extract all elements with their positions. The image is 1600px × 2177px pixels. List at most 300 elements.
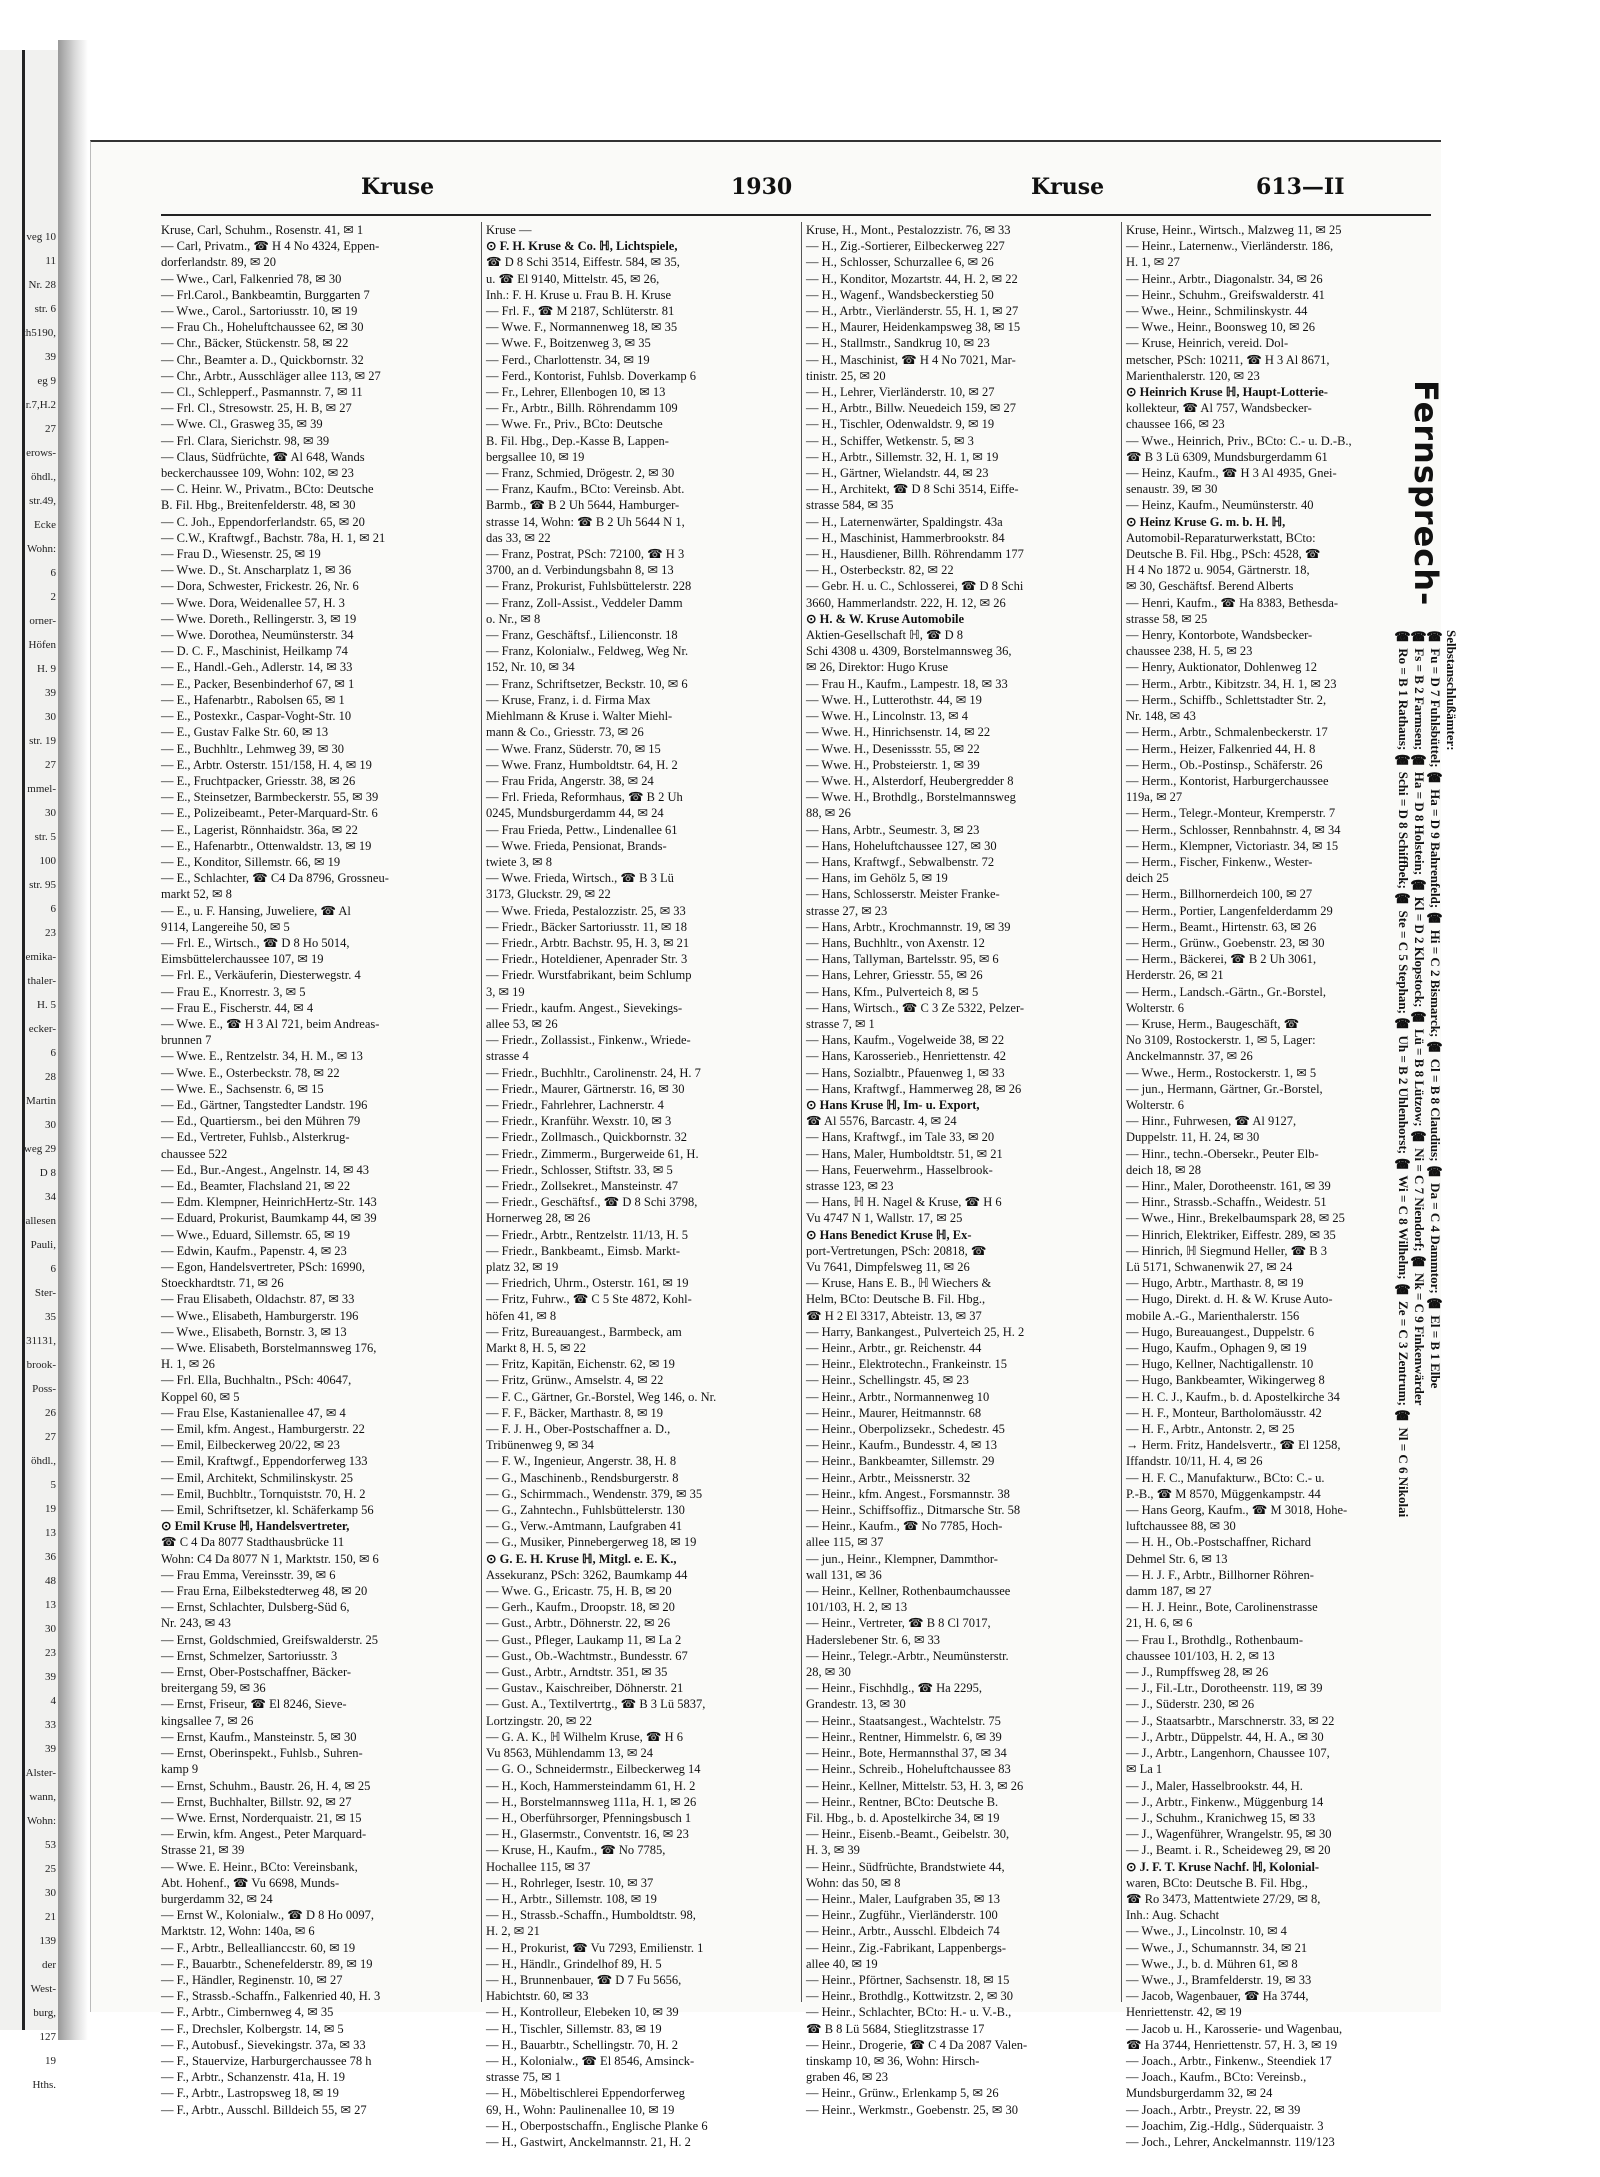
left-page-fragment-text: 139 bbox=[39, 1935, 56, 1947]
directory-entry: breitergang 59, ✉ 36 bbox=[161, 1681, 266, 1696]
directory-entry: — H. F., Arbtr., Antonstr. 2, ✉ 25 bbox=[1126, 1422, 1295, 1437]
directory-entry: — Wwe., J., Schumannstr. 34, ✉ 21 bbox=[1126, 1940, 1308, 1955]
directory-entry: — H., Oberführsorger, Pfenningsbusch 1 bbox=[486, 1810, 692, 1825]
directory-entry: — Kruse, H., Kaufm., ☎ No 7785, bbox=[486, 1843, 666, 1858]
directory-entry: — Hans, Tallyman, Bartelsstr. 95, ✉ 6 bbox=[806, 952, 999, 967]
left-page-fragment-text: 27 bbox=[45, 423, 56, 435]
directory-entry: Iffandstr. 10/11, H. 4, ✉ 26 bbox=[1126, 1454, 1263, 1469]
directory-entry: — E., Gustav Falke Str. 60, ✉ 13 bbox=[161, 725, 329, 740]
directory-entry: — Fritz, Grünw., Amselstr. 4, ✉ 22 bbox=[486, 1373, 664, 1388]
book-gutter bbox=[58, 40, 88, 2040]
directory-entry: — Franz, Schmied, Drögestr. 2, ✉ 30 bbox=[486, 466, 675, 481]
left-page-fragment-text: 6 bbox=[50, 567, 56, 579]
directory-entry: — H., Gärtner, Wielandstr. 44, ✉ 23 bbox=[806, 466, 989, 481]
directory-entry: — Hans, Kaufm., Vogelweide 38, ✉ 22 bbox=[806, 1033, 1005, 1048]
directory-entry: ⊙ Hans Kruse ℍ, Im- u. Export, bbox=[806, 1097, 980, 1112]
directory-entry: — Frau Elisabeth, Oldachstr. 87, ✉ 33 bbox=[161, 1292, 355, 1307]
directory-entry: strasse 58, ✉ 25 bbox=[1126, 611, 1208, 626]
directory-entry: Kruse, Heinr., Wirtsch., Malzweg 11, ✉ 25 bbox=[1126, 223, 1342, 237]
directory-entry: — Wwe. E., Sachsenstr. 6, ✉ 15 bbox=[161, 1081, 324, 1096]
left-page-fragment-text: burg, bbox=[33, 2007, 56, 2019]
left-page-fragment-text: Pauli, bbox=[30, 1239, 56, 1251]
left-page-fragment-text: orner- bbox=[29, 615, 56, 627]
directory-entry: — Hinr., Maler, Dorotheenstr. 161, ✉ 39 bbox=[1126, 1178, 1331, 1193]
directory-entry: — Friedr., Zimmerm., Burgerweide 61, H. bbox=[486, 1146, 699, 1161]
directory-entry: ☎ Al 5576, Barcastr. 4, ✉ 24 bbox=[806, 1114, 957, 1129]
directory-entry: ☎ Ha 3744, Henriettenstr. 57, H. 3, ✉ 19 bbox=[1126, 2037, 1338, 2052]
directory-entry: — Ernst, Ober-Postschaffner, Bäcker- bbox=[161, 1665, 352, 1680]
directory-entry: — G. O., Schneidermstr., Eilbeckerweg 14 bbox=[486, 1762, 701, 1777]
directory-entry: — Hugo, Direkt. d. H. & W. Kruse Auto- bbox=[1126, 1292, 1333, 1307]
directory-entry: — H., Maschinist, Hammerbrookstr. 84 bbox=[806, 530, 1005, 545]
directory-entry: — Jacob, Wagenbauer, ☎ Ha 3744, bbox=[1126, 1989, 1309, 2004]
directory-entry: dorferlandstr. 89, ✉ 20 bbox=[161, 255, 276, 270]
directory-entry: — Herm., Bäckerei, ☎ B 2 Uh 3061, bbox=[1126, 952, 1317, 967]
directory-entry: — Wwe. Frieda, Pestalozzistr. 25, ✉ 33 bbox=[486, 903, 686, 918]
directory-entry: — Emil, Kraftwgf., Eppendorferweg 133 bbox=[161, 1454, 368, 1469]
directory-entry: B. Fil. Hbg., Dep.-Kasse B, Lappen- bbox=[486, 433, 669, 448]
directory-entry: — Heinr., Schlachter, BCto: H.- u. V.-B., bbox=[806, 2005, 1012, 2020]
directory-entry: H. 2, ✉ 21 bbox=[486, 1924, 540, 1939]
directory-entry: — Joach., Arbtr., Finkenw., Steendiek 17 bbox=[1126, 2053, 1332, 2068]
directory-entry: — Dora, Schwester, Frickestr. 26, Nr. 6 bbox=[161, 579, 359, 594]
directory-entry: — Emil, Architekt, Schmilinskystr. 25 bbox=[161, 1470, 354, 1485]
directory-entry: Stoeckhardtstr. 71, ✉ 26 bbox=[161, 1276, 284, 1291]
directory-entry: allee 40, ✉ 19 bbox=[806, 1956, 878, 1971]
left-page-fragment-text: brook- bbox=[26, 1359, 56, 1371]
left-page-fragment-text: str. 6 bbox=[34, 303, 56, 315]
directory-entry: — H., Strassb.-Schaffn., Humboldtstr. 98, bbox=[486, 1908, 696, 1923]
sidebar-item: ☎ Fs = B 2 Farmsen; ☎ Ha = D 8 Holstein; ☎ Kl = D 2 Klopstock; ☎ Lü = B 8 Lützow; ☎ Ni = C 7 Niendorf; ☎ Nk = C 9 Finkenwärder bbox=[1412, 630, 1427, 1406]
directory-entry: — Heinr., Schuhm., Greifswalderstr. 41 bbox=[1126, 287, 1325, 302]
directory-entry: höfen 41, ✉ 8 bbox=[486, 1308, 557, 1323]
directory-entry: Markt 8, H. 5, ✉ 22 bbox=[486, 1341, 587, 1356]
directory-entry: chaussee 101/103, H. 2, ✉ 13 bbox=[1126, 1648, 1275, 1663]
directory-entry: allee 53, ✉ 26 bbox=[486, 1016, 558, 1031]
directory-entry: — Frau E., Fischerstr. 44, ✉ 4 bbox=[161, 1000, 314, 1015]
directory-entry: — Gust. A., Textilvertrtg., ☎ B 3 Lü 5837, bbox=[486, 1697, 706, 1712]
directory-entry: — Fr., Arbtr., Billh. Röhrendamm 109 bbox=[486, 401, 678, 416]
directory-entry: — Heinr., Pförtner, Sachsenstr. 18, ✉ 15 bbox=[806, 1972, 1010, 1987]
directory-entry: B. Fil. Hbg., Breitenfelderstr. 48, ✉ 30 bbox=[161, 498, 356, 513]
left-page-fragment-text: öhdl., bbox=[30, 471, 56, 483]
directory-entry: 3660, Hammerlandstr. 222, H. 12, ✉ 26 bbox=[806, 595, 1006, 610]
directory-entry: Lortzingstr. 20, ✉ 22 bbox=[486, 1713, 592, 1728]
directory-entry: 88, ✉ 26 bbox=[806, 806, 851, 821]
directory-entry: — H. C. J., Kaufm., b. d. Apostelkirche 34 bbox=[1126, 1389, 1340, 1404]
left-page-fragment-text: 33 bbox=[45, 1719, 56, 1731]
directory-entry: — E., Hafenarbtr., Ottenwaldstr. 13, ✉ 19 bbox=[161, 838, 372, 853]
directory-entry: Duppelstr. 11, H. 24, ✉ 30 bbox=[1126, 1130, 1260, 1145]
directory-entry: — H., Glasermstr., Conventstr. 16, ✉ 23 bbox=[486, 1827, 689, 1842]
directory-entry: — Franz, Schriftsetzer, Beckstr. 10, ✉ 6 bbox=[486, 676, 688, 691]
sidebar-list bbox=[1395, 630, 1459, 1517]
left-page-fragment-text: 30 bbox=[45, 1119, 56, 1131]
directory-entry: — Hinr., Strassb.-Schaffn., Weidestr. 51 bbox=[1126, 1195, 1327, 1210]
left-page-fragment-text: 39 bbox=[45, 1743, 56, 1755]
directory-entry: — H., Zig.-Sortierer, Eilbeckerweg 227 bbox=[806, 239, 1005, 254]
directory-entry: — H., Maschinist, ☎ H 4 No 7021, Mar- bbox=[806, 352, 1016, 367]
directory-entry: metscher, PSch: 10211, ☎ H 3 Al 8671, bbox=[1126, 352, 1330, 367]
directory-entry: — Wwe. Frieda, Pensionat, Brands- bbox=[486, 838, 667, 853]
directory-entry: — Friedrich, Uhrm., Osterstr. 161, ✉ 19 bbox=[486, 1276, 689, 1291]
sidebar-subtitle: Selbstanschlußämter: bbox=[1444, 630, 1459, 751]
directory-entry: — Friedr., Bankbeamt., Eimsb. Markt- bbox=[486, 1243, 681, 1258]
directory-entry: — Heinr., Südfrüchte, Brandstwiete 44, bbox=[806, 1859, 1005, 1874]
directory-entry: — Frau Erna, Eilbekstedterweg 48, ✉ 20 bbox=[161, 1584, 368, 1599]
left-page-fragment-text: 39 bbox=[45, 1671, 56, 1683]
directory-entry: — H., Arbtr., Billw. Neuedeich 159, ✉ 27 bbox=[806, 401, 1016, 416]
left-page-fragment-text: str. 95 bbox=[29, 879, 56, 891]
directory-entry: — Wwe., Heinr., Schmilinskystr. 44 bbox=[1126, 304, 1308, 319]
left-page-fragment-text: veg 10 bbox=[26, 231, 56, 243]
directory-entry: 119a, ✉ 27 bbox=[1126, 790, 1183, 805]
directory-entry: — H., Tischler, Odenwaldstr. 9, ✉ 19 bbox=[806, 417, 995, 432]
directory-entry: — H., Stallmstr., Sandkrug 10, ✉ 23 bbox=[806, 336, 990, 351]
directory-entry: — G. A. K., ℍ Wilhelm Kruse, ☎ H 6 bbox=[486, 1729, 683, 1744]
left-page-fragment-text: 30 bbox=[45, 1623, 56, 1635]
directory-entry: — Ed., Gärtner, Tangstedter Landstr. 196 bbox=[161, 1097, 368, 1112]
left-page-fragment-text: 27 bbox=[45, 759, 56, 771]
directory-entry: Strasse 21, ✉ 39 bbox=[161, 1843, 245, 1858]
left-page-fragment-text: 25 bbox=[45, 1863, 56, 1875]
left-page-fragment-text: Wohn: bbox=[26, 1815, 56, 1827]
directory-entry: — Frl. Frieda, Reformhaus, ☎ B 2 Uh bbox=[486, 790, 683, 805]
directory-entry: — H., Konditor, Mozartstr. 44, H. 2, ✉ 22 bbox=[806, 271, 1018, 286]
directory-entry: — Heinr., Werkmstr., Goebenstr. 25, ✉ 30 bbox=[806, 2102, 1018, 2117]
directory-entry: Vu 8563, Mühlendamm 13, ✉ 24 bbox=[486, 1746, 654, 1761]
directory-entry: — Hans, im Gehölz 5, ✉ 19 bbox=[806, 871, 948, 886]
directory-entry: — Herm., Ob.-Postinsp., Schäferstr. 26 bbox=[1126, 757, 1323, 772]
directory-entry: — J., Maler, Hasselbrookstr. 44, H. bbox=[1126, 1778, 1303, 1793]
directory-entry: — Wwe. F., Normannenweg 18, ✉ 35 bbox=[486, 320, 678, 335]
directory-entry: — D. C. F., Maschinist, Heilkamp 74 bbox=[161, 644, 348, 659]
left-page-fragment-text: 21 bbox=[45, 1911, 56, 1923]
directory-entry: ⊙ F. H. Kruse & Co. ℍ, Lichtspiele, bbox=[486, 239, 678, 254]
directory-entry: — Fr., Lehrer, Ellenbogen 10, ✉ 13 bbox=[486, 385, 666, 400]
left-page-fragment-text: 11 bbox=[45, 255, 56, 267]
directory-entry: — F., Drechsler, Kolbergstr. 14, ✉ 5 bbox=[161, 2021, 344, 2036]
column-1 bbox=[161, 222, 473, 2117]
directory-entry: — jun., Hermann, Gärtner, Gr.-Borstel, bbox=[1126, 1081, 1323, 1096]
directory-entry: — Harry, Bankangest., Pulverteich 25, H. 2 bbox=[806, 1324, 1025, 1339]
directory-entry: — H., Maurer, Heidenkampsweg 38, ✉ 15 bbox=[806, 320, 1021, 335]
directory-entry: — E., Schlachter, ☎ C4 Da 8796, Grossneu- bbox=[161, 871, 389, 886]
directory-entry: — Herm., Portier, Langenfelderdamm 29 bbox=[1126, 903, 1333, 918]
directory-entry: No 3109, Rostockerstr. 1, ✉ 5, Lager: bbox=[1126, 1033, 1316, 1048]
directory-entry: ⊙ Heinrich Kruse ℍ, Haupt-Lotterie- bbox=[1126, 385, 1328, 400]
directory-entry: twiete 3, ✉ 8 bbox=[486, 854, 553, 869]
directory-entry: — Hans, Kraftwgf., Sebwalbenstr. 72 bbox=[806, 854, 995, 869]
directory-entry: — Ernst, Friseur, ☎ El 8246, Sieve- bbox=[161, 1697, 347, 1712]
directory-entry: — Chr., Arbtr., Ausschläger allee 113, ✉ 27 bbox=[161, 368, 381, 383]
directory-entry: — Ernst W., Kolonialw., ☎ D 8 Ho 0097, bbox=[161, 1908, 375, 1923]
directory-entry: — F., Arbtr., Lastropsweg 18, ✉ 19 bbox=[161, 2086, 339, 2101]
directory-entry: ☎ Ro 3473, Mattentwiete 27/29, ✉ 8, bbox=[1126, 1891, 1321, 1906]
directory-entry: kingsallee 7, ✉ 26 bbox=[161, 1713, 254, 1728]
page-header bbox=[91, 170, 1431, 210]
directory-entry: chaussee 238, H. 5, ✉ 23 bbox=[1126, 644, 1253, 659]
columns bbox=[161, 222, 1451, 2149]
directory-entry: — Frau Frieda, Pettw., Lindenallee 61 bbox=[486, 822, 678, 837]
directory-entry: — Fritz, Bureauangest., Barmbeck, am bbox=[486, 1324, 682, 1339]
directory-entry: — Hans, ℍ H. Nagel & Kruse, ☎ H 6 bbox=[806, 1195, 1002, 1210]
directory-entry: Tribünenweg 9, ✉ 34 bbox=[486, 1438, 594, 1453]
directory-entry: 3700, an d. Verbindungsbahn 8, ✉ 13 bbox=[486, 563, 674, 578]
directory-entry: strasse 123, ✉ 23 bbox=[806, 1178, 894, 1193]
directory-entry: — Heinr., Fischhdlg., ☎ Ha 2295, bbox=[806, 1681, 982, 1696]
directory-entry: luftchaussee 88, ✉ 30 bbox=[1126, 1519, 1236, 1534]
left-page-fragment-text: 34 bbox=[45, 1191, 56, 1203]
directory-entry: bergsallee 10, ✉ 19 bbox=[486, 449, 585, 464]
directory-entry: — Wwe., Eduard, Sillemstr. 65, ✉ 19 bbox=[161, 1227, 351, 1242]
left-page-fragment-text: 30 bbox=[45, 807, 56, 819]
directory-entry: — Friedr., Arbtr., Rentzelstr. 11/13, H. 5 bbox=[486, 1227, 688, 1242]
directory-entry: 9114, Langereihe 50, ✉ 5 bbox=[161, 919, 290, 934]
directory-entry: — H., Prokurist, ☎ Vu 7293, Emilienstr. 1 bbox=[486, 1940, 704, 1955]
directory-entry: ⊙ J. F. T. Kruse Nachf. ℍ, Kolonial- bbox=[1126, 1859, 1320, 1874]
directory-entry: — Herm., Landsch.-Gärtn., Gr.-Borstel, bbox=[1126, 984, 1326, 999]
left-page-fragment-text: Martin bbox=[26, 1095, 56, 1107]
left-page-fragment-text: 5 bbox=[50, 1479, 56, 1491]
left-page-fragment-text: 30 bbox=[45, 1887, 56, 1899]
directory-entry: deich 18, ✉ 28 bbox=[1126, 1162, 1202, 1177]
directory-entry: ☎ H 2 El 3317, Abteistr. 13, ✉ 37 bbox=[806, 1308, 982, 1323]
directory-entry: ✉ La 1 bbox=[1126, 1762, 1163, 1777]
directory-entry: — Wwe., Carol., Sartoriusstr. 10, ✉ 19 bbox=[161, 304, 358, 319]
left-page-fragment-text: erows- bbox=[26, 447, 56, 459]
left-page-fragment-text: öhdl., bbox=[30, 1455, 56, 1467]
directory-entry: Grandestr. 13, ✉ 30 bbox=[806, 1697, 906, 1712]
left-page-fragment-text: 30 bbox=[45, 711, 56, 723]
directory-entry: — Claus, Südfrüchte, ☎ Al 648, Wands bbox=[161, 449, 365, 464]
left-page-fragment-text: D 8 bbox=[39, 1167, 56, 1179]
directory-entry: — H., Wagenf., Wandsbeckerstieg 50 bbox=[806, 287, 994, 302]
left-page-fragment-text: 53 bbox=[45, 1839, 56, 1851]
directory-entry: — Heinr., Laternenw., Vierländerstr. 186, bbox=[1126, 239, 1334, 254]
left-page-fragment-text: Nr. 28 bbox=[28, 279, 56, 291]
directory-entry: ✉ 30, Geschäftsf. Berend Alberts bbox=[1126, 579, 1294, 594]
exchange-sidebar bbox=[1385, 380, 1459, 1780]
directory-entry: — Frl. Ella, Buchhaltn., PSch: 40647, bbox=[161, 1373, 352, 1388]
directory-entry: — Heinr., Kaufm., ☎ No 7785, Hoch- bbox=[806, 1519, 1003, 1534]
directory-entry: — Friedr., kaufm. Angest., Sievekings- bbox=[486, 1000, 683, 1015]
left-page-fragment-text: Alster- bbox=[25, 1767, 56, 1779]
directory-entry: — E., Steinsetzer, Barmbeckerstr. 55, ✉ 39 bbox=[161, 790, 379, 805]
directory-entry: — Gerh., Kaufm., Droopstr. 18, ✉ 20 bbox=[486, 1600, 675, 1615]
directory-entry: — Heinr., Schellingstr. 45, ✉ 23 bbox=[806, 1373, 969, 1388]
directory-entry: — F., Arbtr., Cimbernweg 4, ✉ 35 bbox=[161, 2005, 334, 2020]
directory-entry: H. 1, ✉ 26 bbox=[161, 1357, 215, 1372]
directory-entry: — Heinr., Arbtr., gr. Reichenstr. 44 bbox=[806, 1341, 982, 1356]
directory-entry: — Friedr., Kranführ. Wexstr. 10, ✉ 3 bbox=[486, 1114, 672, 1129]
left-page-fragment-text: 31131, bbox=[26, 1335, 56, 1347]
directory-entry: burgerdamm 32, ✉ 24 bbox=[161, 1891, 273, 1906]
directory-entry: mobile A.-G., Marienthalerstr. 156 bbox=[1126, 1308, 1300, 1323]
left-page-fragment-text: 36 bbox=[45, 1551, 56, 1563]
directory-entry: — Herm., Klempner, Victoriastr. 34, ✉ 15 bbox=[1126, 838, 1339, 853]
directory-entry: — H., Architekt, ☎ D 8 Schi 3514, Eiffe- bbox=[806, 482, 1019, 497]
directory-entry: — J., Fil.-Ltr., Dorotheenstr. 119, ✉ 39 bbox=[1126, 1681, 1323, 1696]
directory-entry: — Hans, Feuerwehrm., Hasselbrook- bbox=[806, 1162, 993, 1177]
directory-entry: — Wwe. D., St. Anscharplatz 1, ✉ 36 bbox=[161, 563, 352, 578]
directory-entry: — J., Arbtr., Finkenw., Müggenburg 14 bbox=[1126, 1794, 1324, 1809]
directory-entry: — Gustav., Kaischreiber, Döhnerstr. 21 bbox=[486, 1681, 684, 1696]
sidebar-title bbox=[1385, 380, 1445, 620]
left-page-fragment-text: der bbox=[41, 1959, 56, 1971]
directory-entry: — Frau Frida, Angerstr. 38, ✉ 24 bbox=[486, 773, 654, 788]
directory-entry: Anckelmannstr. 37, ✉ 26 bbox=[1126, 1049, 1253, 1064]
directory-entry: — Frau Ch., Hoheluftchaussee 62, ✉ 30 bbox=[161, 320, 364, 335]
directory-entry: — Hugo, Kellner, Nachtigallenstr. 10 bbox=[1126, 1357, 1314, 1372]
directory-entry: — Franz, Postrat, PSch: 72100, ☎ H 3 bbox=[486, 547, 685, 562]
directory-entry: ☎ B 8 Lü 5684, Stieglitzstrasse 17 bbox=[806, 2021, 985, 2036]
directory-entry: — Hans, Arbtr., Seumestr. 3, ✉ 23 bbox=[806, 822, 980, 837]
directory-entry: — Friedr. Wurstfabrikant, beim Schlump bbox=[486, 968, 692, 983]
directory-entry: chaussee 166, ✉ 23 bbox=[1126, 417, 1225, 432]
directory-entry: — Wwe. Dorothea, Neumünsterstr. 34 bbox=[161, 628, 354, 643]
directory-entry: Barmb., ☎ B 2 Uh 5644, Hamburger- bbox=[486, 498, 680, 513]
directory-entry: — Hugo, Arbtr., Marthastr. 8, ✉ 19 bbox=[1126, 1276, 1304, 1291]
directory-entry: — Hans, Kfm., Pulverteich 8, ✉ 5 bbox=[806, 984, 979, 999]
directory-entry: senaustr. 39, ✉ 30 bbox=[1126, 482, 1218, 497]
left-page-fragment-text: str. 5 bbox=[34, 831, 56, 843]
directory-entry: Inh.: F. H. Kruse u. Frau B. H. Kruse bbox=[486, 287, 672, 302]
directory-entry: — J., Süderstr. 230, ✉ 26 bbox=[1126, 1697, 1255, 1712]
left-page-fragment-text: th5190, bbox=[22, 327, 56, 339]
directory-entry: — Heinr., Vertreter, ☎ B 8 Cl 7017, bbox=[806, 1616, 991, 1631]
directory-entry: mann & Co., Griesstr. 73, ✉ 26 bbox=[486, 725, 644, 740]
left-page-fragment-text: ecker- bbox=[28, 1023, 56, 1035]
directory-entry: Inh.: Aug. Schacht bbox=[1126, 1908, 1220, 1923]
directory-entry: — Frau Emma, Vereinsstr. 39, ✉ 6 bbox=[161, 1567, 336, 1582]
directory-entry: — jun., Heinr., Klempner, Dammthor- bbox=[806, 1551, 998, 1566]
left-page-fragment-text: 2 bbox=[50, 591, 56, 603]
directory-entry: — Heinr., Drogerie, ☎ C 4 Da 2087 Valen- bbox=[806, 2037, 1028, 2052]
left-page-fragment-text: 13 bbox=[45, 1527, 56, 1539]
directory-entry: Herderstr. 26, ✉ 21 bbox=[1126, 968, 1224, 983]
directory-entry: — Herm., Schiffb., Schlettstadter Str. 2, bbox=[1126, 692, 1327, 707]
left-page-fragment-text: H. 9 bbox=[37, 663, 56, 675]
directory-entry: — Heinr., Brothdlg., Kottwitzstr. 2, ✉ 30 bbox=[806, 1989, 1013, 2004]
directory-entry: — H., Gastwirt, Anckelmannstr. 21, H. 2 bbox=[486, 2134, 691, 2149]
directory-entry: — H. J. F., Arbtr., Billhorner Röhren- bbox=[1126, 1567, 1314, 1582]
directory-entry: — Wwe. Franz, Süderstr. 70, ✉ 15 bbox=[486, 741, 661, 756]
left-page-fragment-text: 28 bbox=[45, 1071, 56, 1083]
directory-entry: — Gust., Pfleger, Laukamp 11, ✉ La 2 bbox=[486, 1632, 682, 1647]
directory-entry: 28, ✉ 30 bbox=[806, 1665, 851, 1680]
directory-entry: — G., Verw.-Amtmann, Laufgraben 41 bbox=[486, 1519, 683, 1534]
directory-entry: ⊙ Heinz Kruse G. m. b. H. ℍ, bbox=[1126, 514, 1286, 529]
directory-entry: 152, Nr. 10, ✉ 34 bbox=[486, 660, 575, 675]
directory-entry: — Hans, Karosserieb., Henriettenstr. 42 bbox=[806, 1049, 1006, 1064]
directory-entry: — Ed., Bur.-Angest., Angelnstr. 14, ✉ 43 bbox=[161, 1162, 370, 1177]
directory-entry: — E., Handl.-Geh., Adlerstr. 14, ✉ 33 bbox=[161, 660, 353, 675]
directory-entry: — H. F. C., Manufakturw., BCto: C.- u. bbox=[1126, 1470, 1325, 1485]
header-year: 1930 bbox=[731, 174, 793, 200]
left-page-fragment-text: H. 5 bbox=[37, 999, 56, 1011]
directory-entry: — Wwe. H., Probsteierstr. 1, ✉ 39 bbox=[806, 757, 980, 772]
directory-entry: — Hans, Schlosserstr. Meister Franke- bbox=[806, 887, 1000, 902]
directory-entry: — H., Möbeltischlerei Eppendorferweg bbox=[486, 2086, 685, 2101]
directory-entry: — Ernst, Schlachter, Dulsberg-Süd 6, bbox=[161, 1600, 350, 1615]
directory-entry: platz 32, ✉ 19 bbox=[486, 1260, 559, 1274]
directory-entry: — Hugo, Bureauangest., Duppelstr. 6 bbox=[1126, 1324, 1315, 1339]
directory-entry: — F. J. H., Ober-Postschaffner a. D., bbox=[486, 1422, 671, 1437]
directory-entry: — Wwe. G., Ericastr. 75, H. B, ✉ 20 bbox=[486, 1584, 672, 1599]
directory-entry: Kruse, Carl, Schuhm., Rosenstr. 41, ✉ 1 bbox=[161, 223, 364, 237]
directory-entry: — Wwe., Carl, Falkenried 78, ✉ 30 bbox=[161, 271, 342, 286]
directory-entry: — H., Kolonialw., ☎ El 8546, Amsinck- bbox=[486, 2053, 695, 2068]
directory-entry: — Frau I., Brothdlg., Rothenbaum- bbox=[1126, 1632, 1304, 1647]
directory-entry: — Wwe. H., Lutterothstr. 44, ✉ 19 bbox=[806, 692, 982, 707]
directory-entry: Wolterstr. 6 bbox=[1126, 1097, 1185, 1112]
directory-entry: — Heinr., Schiffsoffiz., Ditmarsche Str. 58 bbox=[806, 1503, 1021, 1518]
directory-entry: Henriettenstr. 42, ✉ 19 bbox=[1126, 2005, 1242, 2020]
directory-entry: — J., Arbtr., Düppelstr. 44, H. A., ✉ 30 bbox=[1126, 1729, 1324, 1744]
directory-entry: — Wwe., Elisabeth, Hamburgerstr. 196 bbox=[161, 1308, 359, 1323]
directory-entry: — Heinr., Arbtr., Diagonalstr. 34, ✉ 26 bbox=[1126, 271, 1323, 286]
page-number: 613—II bbox=[1256, 174, 1345, 200]
directory-entry: — J., Rumpffsweg 28, ✉ 26 bbox=[1126, 1665, 1269, 1680]
directory-entry: — Hinr., Fuhrwesen, ☎ Al 9127, bbox=[1126, 1114, 1297, 1129]
directory-entry: — Gust., Ob.-Wachtmstr., Bundesstr. 67 bbox=[486, 1648, 688, 1663]
directory-entry: Nr. 148, ✉ 43 bbox=[1126, 709, 1196, 724]
left-page-fragment-text: 23 bbox=[45, 1647, 56, 1659]
directory-entry: — H., Oberpostschaffn., Englische Planke 6 bbox=[486, 2118, 708, 2133]
directory-entry: — Heinr., Oberpolizsekr., Schedestr. 45 bbox=[806, 1422, 1005, 1437]
directory-entry: — Joachim, Zig.-Hdlg., Süderquaistr. 3 bbox=[1126, 2118, 1324, 2133]
directory-entry: — F. W., Ingenieur, Angerstr. 38, H. 8 bbox=[486, 1454, 677, 1469]
directory-entry: — Heinr., Elektrotechn., Frankeinstr. 15 bbox=[806, 1357, 1008, 1372]
directory-entry: Vu 4747 N 1, Wallstr. 17, ✉ 25 bbox=[806, 1211, 963, 1226]
directory-entry: — Henri, Kaufm., ☎ Ha 8383, Bethesda- bbox=[1126, 595, 1339, 610]
directory-entry: — Joach., Kaufm., BCto: Vereinsb., bbox=[1126, 2070, 1307, 2085]
directory-entry: — Hans, Wirtsch., ☎ C 3 Ze 5322, Pelzer- bbox=[806, 1000, 1025, 1015]
directory-entry: — F., Arbtr., Schanzenstr. 41a, H. 19 bbox=[161, 2070, 346, 2085]
directory-entry: allee 115, ✉ 37 bbox=[806, 1535, 884, 1550]
directory-entry: — H. F., Monteur, Bartholomäusstr. 42 bbox=[1126, 1405, 1322, 1420]
directory-entry: tinskamp 10, ✉ 36, Wohn: Hirsch- bbox=[806, 2053, 980, 2068]
directory-entry: — Ed., Quartiersm., bei den Mühren 79 bbox=[161, 1114, 361, 1129]
left-page-fragment-text: 6 bbox=[50, 1263, 56, 1275]
directory-entry: strasse 584, ✉ 35 bbox=[806, 498, 894, 513]
directory-entry: — Wwe. E., Rentzelstr. 34, H. M., ✉ 13 bbox=[161, 1049, 363, 1064]
directory-entry: — E., Buchhltr., Lehmweg 39, ✉ 30 bbox=[161, 741, 345, 756]
directory-entry: wall 131, ✉ 36 bbox=[806, 1567, 882, 1582]
directory-entry: — Ernst, Buchhalter, Billstr. 92, ✉ 27 bbox=[161, 1794, 352, 1809]
directory-entry: — G., Musiker, Pinnebergerweg 18, ✉ 19 bbox=[486, 1535, 697, 1550]
directory-entry: — Hinrich, Elektriker, Eiffestr. 289, ✉ 35 bbox=[1126, 1227, 1336, 1242]
directory-entry: — Wwe., J., Lincolnstr. 10, ✉ 4 bbox=[1126, 1924, 1287, 1939]
directory-entry: Lü 5171, Schwanenwik 27, ✉ 24 bbox=[1126, 1260, 1293, 1274]
directory-entry: — Frau Else, Kastanienallee 47, ✉ 4 bbox=[161, 1405, 346, 1420]
directory-entry: — Wwe., Heinr., Boonsweg 10, ✉ 26 bbox=[1126, 320, 1316, 335]
directory-entry: — Ernst, Kaufm., Mansteinstr. 5, ✉ 30 bbox=[161, 1729, 357, 1744]
directory-entry: Schi 4308 u. 4309, Borstelmannsweg 36, bbox=[806, 644, 1012, 659]
directory-entry: — Frl.Carol., Bankbeamtin, Burggarten 7 bbox=[161, 287, 370, 302]
directory-entry: damm 187, ✉ 27 bbox=[1126, 1584, 1212, 1599]
directory-entry: ✉ 26, Direktor: Hugo Kruse bbox=[806, 660, 949, 675]
directory-entry: Wolterstr. 6 bbox=[1126, 1000, 1185, 1015]
directory-entry: — Wwe. Frieda, Wirtsch., ☎ B 3 Lü bbox=[486, 871, 674, 886]
directory-entry: — Heinr., Kellner, Mittelstr. 53, H. 3, ✉ 26 bbox=[806, 1778, 1024, 1793]
sidebar-item: ☎ Fu = D 7 Fuhlsbüttel; ☎ Ha = D 9 Bahrenfeld; ☎ Hi = C 2 Bismarck; ☎ Cl = B 8 Claudius; ☎ Da = C 4 Dammtor; ☎ El = B 1 Elbe bbox=[1428, 630, 1443, 1389]
directory-entry: — Heinr., Kellner, Rothenbaumchaussee bbox=[806, 1584, 1011, 1599]
directory-entry: — C. Heinr. W., Privatm., BCto: Deutsche bbox=[161, 482, 374, 497]
directory-entry: — Emil, kfm. Angest., Hamburgerstr. 22 bbox=[161, 1422, 365, 1437]
directory-entry: — Heinr., Maler, Laufgraben 35, ✉ 13 bbox=[806, 1891, 1000, 1906]
